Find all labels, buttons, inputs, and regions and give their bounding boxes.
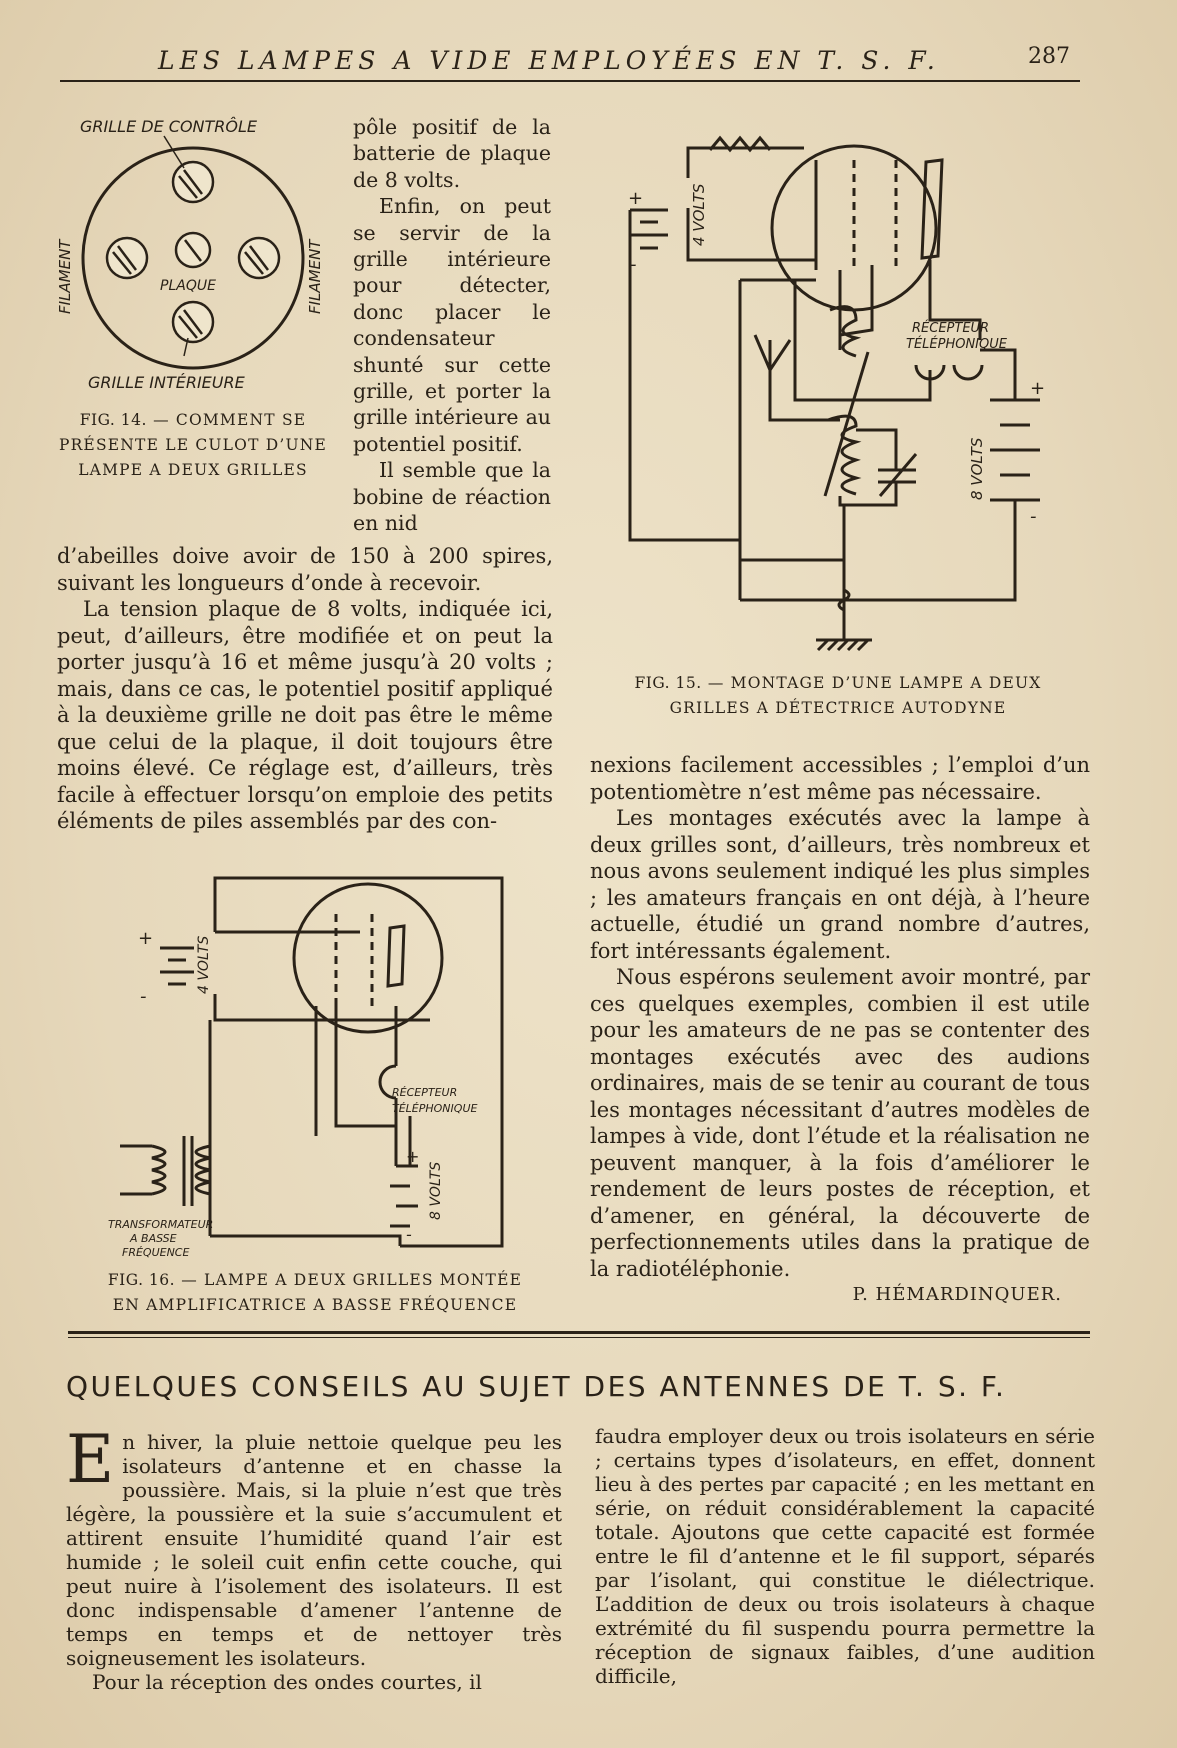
left-p4: La tension plaque de 8 volts, indiquée ici, peut, d’ailleurs, être modifiée et on peut la porter jusqu’à 16 et même jusqu’à 20 volts ; mais, dans ce cas, le potentiel positif appliqué à la deuxième grille ne doit pas être le même que celui de la plaque, il doit toujours être moins élevé. Ce réglage est, d’ailleurs, très facile à effectuer lorsqu’on emploie des petits éléments de piles assemblés par des con- (57, 597, 553, 833)
fig16-transformer-1: TRANSFORMATEUR (108, 1218, 214, 1231)
article-left-p1-text: n hiver, la pluie nettoie quelque peu les isolateurs d’antenne et en chasse la poussière. Mais, si la pluie n’est que très légère, la poussière et la suie s’accumulent et attirent ensuite l’humidité quand l’air est humide ; le soleil cuit enfin cette couche, qui peut nuire à l’isolement des isolateurs. Il est donc indispensable d’amener l’antenne de temps en temps et de nettoyer très soigneusement les isolateurs. (66, 1430, 562, 1670)
right-column-text (590, 752, 1090, 1309)
narrow-p1: pôle positif de la batterie de plaque de 8 volts. (353, 115, 551, 192)
fig16-caption-line1: — LAMPE A DEUX GRILLES MONTÉE (181, 1271, 523, 1289)
fig16-transformer-2: A BASSE (130, 1232, 177, 1245)
fig15-receiver-1: RÉCEPTEUR (912, 321, 990, 336)
figure-15-caption (588, 671, 1088, 721)
pin-grille-interieure (173, 302, 213, 342)
section-rule-thick (68, 1331, 1090, 1334)
article-left-column (66, 1421, 562, 1694)
fig15-plus-left: + (628, 188, 644, 209)
running-header (60, 40, 1080, 82)
section-rule-thin (68, 1337, 1090, 1338)
figure-14-lamp-base (56, 112, 328, 398)
fig16-caption-line2: EN AMPLIFICATRICE A BASSE FRÉQUENCE (112, 1296, 518, 1314)
article-title: QUELQUES CONSEILS AU SUJET DES ANTENNES DE T. S. F. (66, 1370, 1007, 1403)
fig15-minus-right: - (1030, 506, 1037, 527)
fig16-svg (100, 866, 520, 1266)
article-left-p2: Pour la réception des ondes courtes, il (92, 1670, 482, 1694)
pin-grille-controle (173, 162, 213, 202)
figure-15-autodyne-circuit (620, 120, 1060, 660)
narrow-column (353, 114, 551, 537)
fig16-minus-right: - (406, 1225, 412, 1244)
fig16-caption-num: FIG. 16. (107, 1271, 176, 1289)
fig15-receiver-2: TÉLÉPHONIQUE (906, 337, 1007, 352)
fig14-label-left: FILAMENT (56, 239, 74, 314)
fig14-caption-num: FIG. 14. (79, 411, 147, 429)
right-p3: Nous espérons seulement avoir montré, par ces quelques exemples, combien il est utile pour les amateurs de ne pas se contenter des montages exécutés avec des audions ordinaires, mais de se tenir au courant de tous les montages nécessitant d’autres modèles de lampes à vide, dont l’étude et la réalisation ne peuvent manquer, à la fois d’améliorer le rendement de leurs postes de réception, et d’amener, en général, la découverte de perfectionnements utiles dans la pratique de la radiotéléphonie. (590, 965, 1090, 1281)
fig14-label-center: PLAQUE (160, 278, 216, 294)
left-column-text (57, 543, 553, 835)
figure-16-caption (60, 1268, 570, 1318)
narrow-p3: Il semble que la bobine de réaction en nid (353, 458, 551, 536)
fig15-caption-num: FIG. 15. (634, 674, 702, 692)
fig14-caption-text: — COMMENT SE PRÉSENTE LE CULOT D’UNE LAMPE A DEUX GRILLES (58, 411, 328, 479)
figure-16-amplifier-circuit (100, 866, 520, 1266)
fig15-minus-left: - (630, 254, 637, 275)
fig15-caption-line1: — MONTAGE D’UNE LAMPE A DEUX (707, 674, 1042, 692)
fig16-plus-left: + (138, 928, 154, 949)
fig14-svg (56, 112, 328, 398)
fig14-label-bottom: GRILLE INTÉRIEURE (88, 373, 245, 392)
article-right-column (595, 1424, 1095, 1688)
fig15-svg (620, 120, 1060, 660)
fig16-battery-right: 8 VOLTS (428, 1161, 444, 1220)
fig16-receiver-2: TÉLÉPHONIQUE (392, 1102, 478, 1115)
article-right-p1: faudra employer deux ou trois isolateurs en série ; certains types d’isolateurs, en effet, donnent lieu à des pertes par capacité ; en les mettant en série, on réduit considérablement la capacité totale. Ajoutons que cette capacité est formée entre le fil d’antenne et le fil support, séparés par l’isolant, qui constitue le diélectrique. L’addition de deux ou trois isolateurs à chaque extrémité du fil suspendu pourra permettre la réception de signaux faibles, d’une audition difficile, (595, 1424, 1095, 1688)
fig15-battery-left: 4 VOLTS (690, 183, 708, 246)
fig15-plus-right: + (1030, 378, 1046, 399)
page-number: 287 (1028, 44, 1070, 69)
drop-cap: E (66, 1421, 115, 1498)
fig14-label-top: GRILLE DE CONTRÔLE (80, 117, 258, 136)
fig16-plus-right: + (406, 1147, 420, 1166)
pin-filament-right (239, 238, 279, 278)
pin-filament-left (107, 238, 147, 278)
left-p3-cont: d’abeilles doive avoir de 150 à 200 spires, suivant les longueurs d’onde à recevoir. (57, 544, 553, 595)
fig16-minus-left: - (140, 986, 147, 1007)
signature: P. HÉMARDINQUER. (852, 1284, 1062, 1305)
article-left-p1 (66, 1421, 562, 1670)
right-p1: nexions facilement accessibles ; l’emploi d’un potentiomètre n’est même pas nécessaire. (590, 753, 1090, 804)
pin-plaque (176, 233, 210, 267)
fig14-label-right: FILAMENT (306, 239, 324, 314)
running-title: LES LAMPES A VIDE EMPLOYÉES EN T. S. F. (158, 46, 940, 75)
narrow-p2: Enfin, on peut se servir de la grille intérieure pour détecter, donc placer le condensateur shunté sur cette grille, et porter la grille intérieure au potentiel positif. (353, 194, 551, 456)
fig15-caption-line2: GRILLES A DÉTECTRICE AUTODYNE (669, 699, 1007, 717)
right-p2: Les montages exécutés avec la lampe à deux grilles sont, d’ailleurs, très nombreux et nous avons seulement indiqué les plus simples ; les amateurs français en ont déjà, à l’heure actuelle, étudié un grand nombre d’autres, fort intéressants également. (590, 806, 1090, 963)
fig15-battery-right: 8 VOLTS (968, 437, 986, 500)
fig16-receiver-1: RÉCEPTEUR (392, 1086, 458, 1099)
header-rule (60, 80, 1080, 82)
fig16-battery-left: 4 VOLTS (196, 935, 212, 994)
fig16-transformer-3: FRÉQUENCE (122, 1246, 190, 1259)
figure-14-caption (54, 408, 332, 483)
